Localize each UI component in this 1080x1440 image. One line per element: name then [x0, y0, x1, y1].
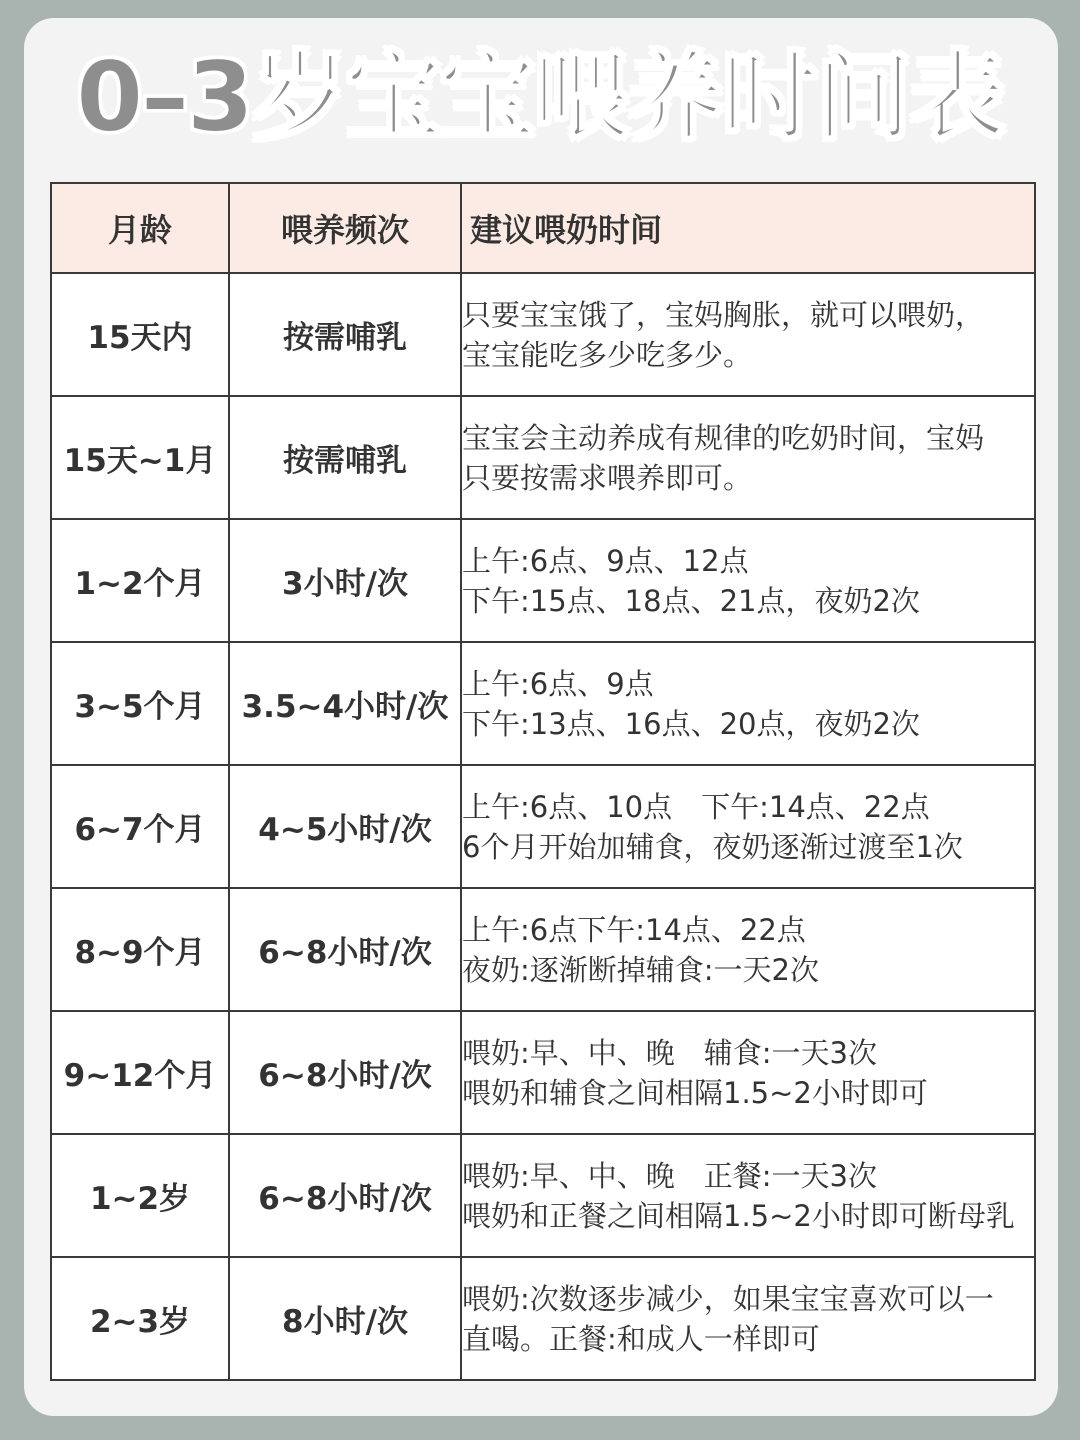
- table-row: [51, 1257, 1035, 1380]
- cell-age: 1~2岁: [51, 1134, 229, 1257]
- cell-advice: [461, 888, 1035, 1011]
- table-row: [51, 519, 1035, 642]
- cell-age: 8~9个月: [51, 888, 229, 1011]
- header-frequency: 喂养频次: [229, 183, 461, 273]
- advice-line: 喂奶和正餐之间相隔1.5~2小时即可断母乳: [462, 1198, 1015, 1233]
- advice-line: 宝宝会主动养成有规律的吃奶时间，宝妈: [462, 420, 985, 455]
- cell-age: 15天~1月: [51, 396, 229, 519]
- advice-line: 上午:6点、9点、12点: [462, 543, 749, 578]
- cell-advice: [461, 396, 1035, 519]
- advice-line: 直喝。正餐:和成人一样即可: [462, 1321, 820, 1356]
- cell-frequency: 6~8小时/次: [229, 1134, 461, 1257]
- advice-line: 喂奶:次数逐步减少，如果宝宝喜欢可以一: [462, 1281, 994, 1316]
- header-advice: 建议喂奶时间: [461, 183, 1035, 273]
- advice-line: 上午:6点、9点: [462, 666, 654, 701]
- advice-line: 上午:6点下午:14点、22点: [462, 912, 806, 947]
- advice-line: 喂奶:早、中、晚 辅食:一天3次: [462, 1035, 877, 1070]
- advice-line: 喂奶和辅食之间相隔1.5~2小时即可: [462, 1075, 928, 1110]
- advice-line: 下午:13点、16点、20点，夜奶2次: [462, 706, 920, 741]
- advice-line: 只要宝宝饿了，宝妈胸胀，就可以喂奶，: [462, 297, 985, 332]
- advice-line: 上午:6点、10点 下午:14点、22点: [462, 789, 930, 824]
- table-header-row: [51, 183, 1035, 273]
- table-row: [51, 396, 1035, 519]
- table-row: [51, 1134, 1035, 1257]
- cell-frequency: 3.5~4小时/次: [229, 642, 461, 765]
- table-row: [51, 642, 1035, 765]
- cell-frequency: 按需哺乳: [229, 396, 461, 519]
- cell-advice: [461, 1011, 1035, 1134]
- feeding-table: [50, 182, 1036, 1381]
- cell-advice: [461, 1257, 1035, 1380]
- table-row: [51, 273, 1035, 396]
- cell-age: 15天内: [51, 273, 229, 396]
- cell-age: 9~12个月: [51, 1011, 229, 1134]
- cell-age: 2~3岁: [51, 1257, 229, 1380]
- advice-line: 只要按需求喂养即可。: [462, 460, 753, 495]
- advice-line: 下午:15点、18点、21点，夜奶2次: [462, 583, 920, 618]
- cell-frequency: 8小时/次: [229, 1257, 461, 1380]
- cell-advice: [461, 1134, 1035, 1257]
- cell-frequency: 3小时/次: [229, 519, 461, 642]
- cell-frequency: 6~8小时/次: [229, 1011, 461, 1134]
- cell-advice: [461, 642, 1035, 765]
- cell-frequency: 6~8小时/次: [229, 888, 461, 1011]
- cell-frequency: 按需哺乳: [229, 273, 461, 396]
- cell-age: 3~5个月: [51, 642, 229, 765]
- advice-line: 夜奶:逐渐断掉辅食:一天2次: [462, 952, 819, 987]
- advice-line: 6个月开始加辅食，夜奶逐渐过渡至1次: [462, 829, 963, 864]
- cell-advice: [461, 519, 1035, 642]
- advice-line: 喂奶:早、中、晚 正餐:一天3次: [462, 1158, 877, 1193]
- cell-frequency: 4~5小时/次: [229, 765, 461, 888]
- cell-age: 6~7个月: [51, 765, 229, 888]
- cell-advice: [461, 765, 1035, 888]
- table-row: [51, 1011, 1035, 1134]
- page-title: 0–3岁宝宝喂养时间表: [76, 41, 1004, 153]
- table-row: [51, 765, 1035, 888]
- advice-line: 宝宝能吃多少吃多少。: [462, 337, 753, 372]
- cell-age: 1~2个月: [51, 519, 229, 642]
- table-row: [51, 888, 1035, 1011]
- cell-advice: [461, 273, 1035, 396]
- header-age: 月龄: [51, 183, 229, 273]
